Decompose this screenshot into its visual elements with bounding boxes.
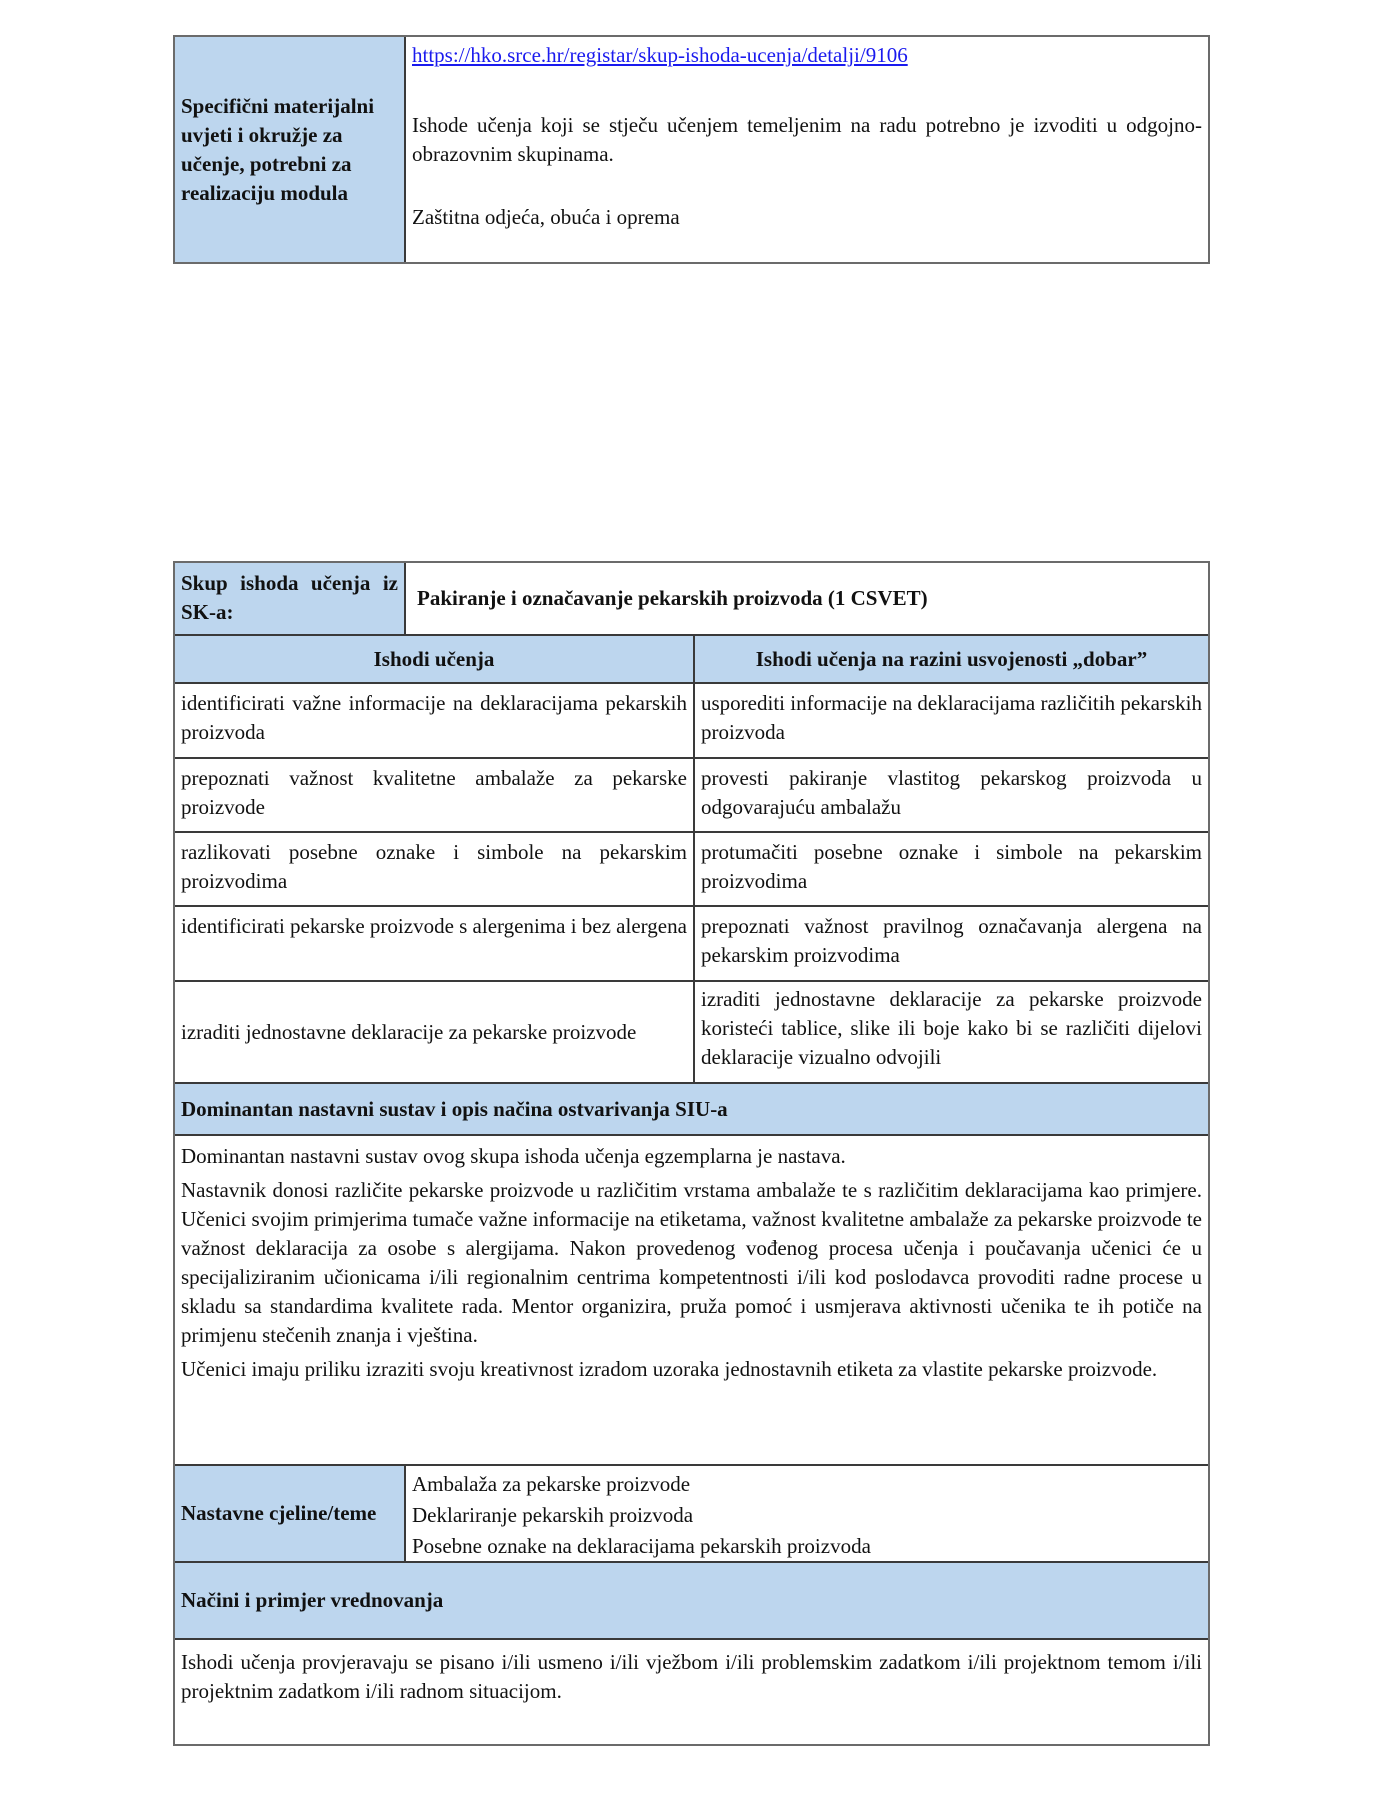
dominant-body-cell xyxy=(175,1136,1208,1464)
good-level-cell xyxy=(695,833,1208,905)
dominant-paragraph-2: Nastavnik donosi različite pekarske proizvode u različitim vrstama ambalaže te s različitim deklaracijama kao primjere. Učenici svojim primjerima tumače važne informacije na etiketama, važnost kvalitetne ambalaže za pekarske proizvode te važnost deklaracija za osobe s alergijama. Nakon provedenog vođenog procesa učenja i poučavanja učenici će u specijaliziranim učionicama i/ili regionalnim centrima kompetentnosti i/ili kod poslodavca provoditi radne procese u skladu sa standardima kvalitete rada. Mentor organizira, pruža pomoć i usmjerava aktivnosti učenika te ih potiče na primjenu stečenih znanja i vještina. xyxy=(181,1178,1202,1347)
outcome-text: identificirati važne informacije na deklaracijama pekarskih proizvoda xyxy=(181,691,687,744)
evaluation-heading-cell xyxy=(175,1563,1208,1638)
outcome-cell xyxy=(175,982,693,1082)
unit-item: Ambalaža za pekarske proizvode xyxy=(412,1472,691,1496)
materials-paragraph-1: Ishode učenja koji se stječu učenjem temeljenim na radu potrebno je izvoditi u odgojno-obrazovnim skupinama. xyxy=(412,113,1202,166)
outcome-cell xyxy=(175,684,693,757)
siu-title-cell xyxy=(406,563,1208,634)
outcome-row xyxy=(175,684,1208,757)
dominant-paragraph-1: Dominantan nastavni sustav ovog skupa ishoda učenja egzemplarna je nastava. xyxy=(181,1144,846,1168)
outcome-cell xyxy=(175,833,693,905)
unit-item: Deklariranje pekarskih proizvoda xyxy=(412,1503,694,1527)
materials-label-cell xyxy=(175,37,404,262)
registry-link[interactable]: https://hko.srce.hr/registar/skup-ishoda-ucenja/detalji/9106 xyxy=(412,43,908,67)
col-header-outcomes xyxy=(175,636,693,682)
unit-item: Posebne oznake na deklaracijama pekarskih proizvoda xyxy=(412,1534,871,1558)
units-label: Nastavne cjeline/teme xyxy=(181,1501,377,1525)
good-level-cell xyxy=(695,982,1208,1082)
dominant-paragraph-3: Učenici imaju priliku izraziti svoju kreativnost izradom uzoraka jednostavnih etiketa za vlastite pekarske proizvode. xyxy=(181,1357,1158,1381)
units-label-cell xyxy=(175,1466,404,1561)
good-level-cell xyxy=(695,684,1208,757)
materials-table xyxy=(173,35,1210,264)
siu-label-cell xyxy=(175,563,404,634)
good-level-text: usporediti informacije na deklaracijama različitih pekarskih proizvoda xyxy=(701,691,1202,744)
learning-outcomes-table xyxy=(173,561,1210,1746)
outcome-row xyxy=(175,907,1208,980)
col-header-good xyxy=(695,636,1208,682)
outcome-text: izraditi jednostavne deklaracije za pekarske proizvode xyxy=(181,1019,637,1044)
evaluation-heading: Načini i primjer vrednovanja xyxy=(181,1588,444,1612)
outcome-row xyxy=(175,833,1208,905)
evaluation-body-cell xyxy=(175,1640,1208,1744)
good-level-text: protumačiti posebne oznake i simbole na pekarskim proizvodima xyxy=(701,840,1202,893)
outcome-row xyxy=(175,982,1208,1082)
good-level-text: provesti pakiranje vlastitog pekarskog proizvoda u odgovarajuću ambalažu xyxy=(701,766,1202,819)
outcome-text: identificirati pekarske proizvode s alergenima i bez alergena xyxy=(181,914,687,938)
materials-paragraph-2: Zaštitna odjeća, obuća i oprema xyxy=(412,205,680,229)
col-header-outcomes-label: Ishodi učenja xyxy=(373,646,495,671)
siu-title: Pakiranje i označavanje pekarskih proizvoda (1 CSVET) xyxy=(417,586,928,610)
dominant-heading-cell xyxy=(175,1084,1208,1134)
column-divider xyxy=(693,636,695,1082)
materials-label: Specifični materijalni uvjeti i okružje za učenje, potrebni za realizaciju modula xyxy=(181,93,375,205)
col-header-good-label: Ishodi učenja na razini usvojenosti „dobar” xyxy=(755,646,1148,671)
good-level-text: izraditi jednostavne deklaracije za pekarske proizvode koristeći tablice, slike ili boje kako bi se različiti dijelovi deklaracije vizualno odvojili xyxy=(701,987,1202,1069)
outcome-cell xyxy=(175,759,693,831)
materials-content-cell xyxy=(406,37,1208,262)
dominant-heading: Dominantan nastavni sustav i opis načina ostvarivanja SIU-a xyxy=(181,1096,728,1121)
good-level-cell xyxy=(695,759,1208,831)
good-level-cell xyxy=(695,907,1208,980)
outcome-row xyxy=(175,759,1208,831)
siu-label: Skup ishoda učenja iz SK-a: xyxy=(181,571,398,624)
outcome-text: prepoznati važnost kvalitetne ambalaže za pekarske proizvode xyxy=(181,766,687,819)
units-list-cell xyxy=(406,1466,1208,1561)
good-level-text: prepoznati važnost pravilnog označavanja alergena na pekarskim proizvodima xyxy=(701,914,1202,967)
evaluation-text: Ishodi učenja provjeravaju se pisano i/ili usmeno i/ili vježbom i/ili problemskim zadatkom i/ili projektnom temom i/ili projektnim zadatkom i/ili radnom situacijom. xyxy=(181,1650,1202,1703)
outcome-text: razlikovati posebne oznake i simbole na pekarskim proizvodima xyxy=(181,840,687,893)
outcome-cell xyxy=(175,907,693,980)
